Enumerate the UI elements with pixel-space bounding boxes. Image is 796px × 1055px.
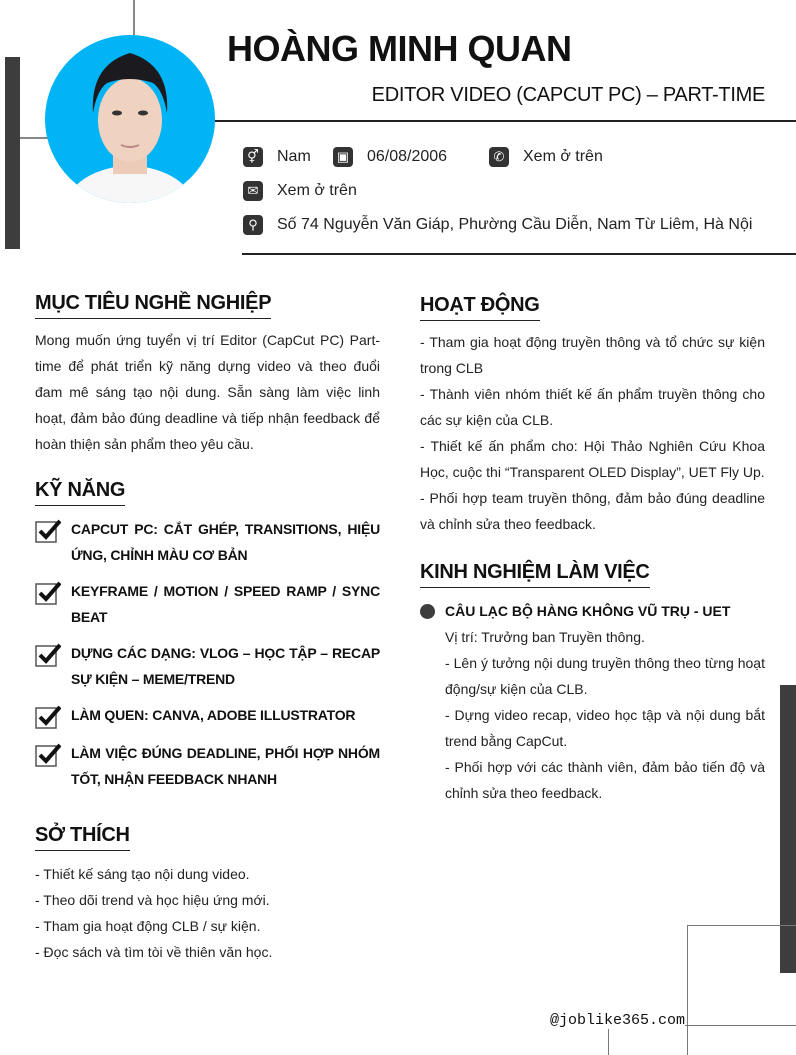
checkbox-icon bbox=[35, 642, 61, 668]
activity-item: - Phối hợp team truyền thông, đảm bảo đúng deadline và chỉnh sửa theo feedback. bbox=[420, 490, 765, 532]
email-value: Xem ở trên bbox=[277, 182, 357, 199]
birthday-value: 06/08/2006 bbox=[367, 148, 448, 165]
gender-value: Nam bbox=[277, 148, 311, 165]
deco-box bbox=[608, 1025, 796, 1055]
gender-icon: ⚥ bbox=[243, 147, 263, 167]
hobbies-heading: SỞ THÍCH bbox=[35, 824, 130, 851]
skill-item: LÀM QUEN: CANVA, ADOBE ILLUSTRATOR bbox=[35, 702, 380, 730]
contact-info bbox=[243, 140, 796, 242]
divider bbox=[242, 253, 796, 255]
watermark: @joblike365.com bbox=[550, 1012, 686, 1029]
checkbox-icon bbox=[35, 580, 61, 606]
experience-org: CÂU LẠC BỘ HÀNG KHÔNG VŨ TRỤ - UET bbox=[445, 603, 731, 619]
activities-heading: HOẠT ĐỘNG bbox=[420, 294, 540, 321]
experience-item: - Phối hợp với các thành viên, đảm bảo tiến độ và chỉnh sửa theo feedback. bbox=[445, 759, 765, 801]
objective-text: Mong muốn ứng tuyển vị trí Editor (CapCut PC) Part-time để phát triển kỹ năng dựng video và theo đuổi đam mê sáng tạo nội dung. Sẵn sàng làm việc linh hoạt, đảm bảo đúng deadline và tiếp nhận feedback để hoàn thiện sản phẩm theo yêu cầu. bbox=[35, 332, 380, 452]
hobby-item: - Tham gia hoạt động CLB / sự kiện. bbox=[35, 918, 261, 934]
left-column bbox=[35, 292, 380, 965]
skills-list bbox=[35, 516, 380, 792]
experience-entry bbox=[420, 598, 765, 806]
hobby-item: - Thiết kế sáng tạo nội dung video. bbox=[35, 866, 250, 882]
activity-item: - Thành viên nhóm thiết kế ấn phẩm truyền thông cho các sự kiện của CLB. bbox=[420, 386, 765, 428]
address-value: Số 74 Nguyễn Văn Giáp, Phường Cầu Diễn, Nam Từ Liêm, Hà Nội bbox=[277, 216, 753, 233]
hobbies-list bbox=[35, 861, 380, 965]
checkbox-icon bbox=[35, 518, 61, 544]
divider bbox=[215, 120, 796, 122]
email-icon: ✉ bbox=[243, 181, 263, 201]
deco-bar-left bbox=[5, 57, 20, 249]
checkbox-icon bbox=[35, 742, 61, 768]
experience-item: - Lên ý tưởng nội dung truyền thông theo từng hoạt động/sự kiện của CLB. bbox=[445, 655, 765, 697]
deco-line bbox=[20, 137, 48, 139]
phone-icon: ✆ bbox=[489, 147, 509, 167]
objective-heading: MỤC TIÊU NGHỀ NGHIỆP bbox=[35, 292, 271, 319]
skill-item: KEYFRAME / MOTION / SPEED RAMP / SYNC BEAT bbox=[35, 578, 380, 630]
experience-position: Vị trí: Trưởng ban Truyền thông. bbox=[445, 629, 645, 645]
checkbox-icon bbox=[35, 704, 61, 730]
experience-heading: KINH NGHIỆM LÀM VIỆC bbox=[420, 561, 650, 588]
skill-item: DỰNG CÁC DẠNG: VLOG – HỌC TẬP – RECAP SỰ KIỆN – MEME/TREND bbox=[35, 640, 380, 692]
activity-item: - Tham gia hoạt động truyền thông và tổ chức sự kiện trong CLB bbox=[420, 334, 765, 376]
bullet-icon bbox=[420, 604, 435, 619]
calendar-icon: ▣ bbox=[333, 147, 353, 167]
location-icon: ⚲ bbox=[243, 215, 263, 235]
deco-line bbox=[133, 0, 135, 36]
skills-heading: KỸ NĂNG bbox=[35, 479, 125, 506]
hobby-item: - Đọc sách và tìm tòi về thiên văn học. bbox=[35, 944, 273, 960]
phone-value: Xem ở trên bbox=[523, 148, 603, 165]
avatar bbox=[45, 35, 215, 203]
experience-item: - Dựng video recap, video học tập và nội dung bắt trend bằng CapCut. bbox=[445, 707, 765, 749]
skill-item: CAPCUT PC: CẮT GHÉP, TRANSITIONS, HIỆU ỨNG, CHỈNH MÀU CƠ BẢN bbox=[35, 516, 380, 568]
right-column bbox=[420, 294, 765, 806]
activity-item: - Thiết kế ấn phẩm cho: Hội Thảo Nghiên Cứu Khoa Học, cuộc thi “Transparent OLED Display”, UET Fly Up. bbox=[420, 438, 765, 480]
activities-list bbox=[420, 329, 765, 537]
skill-item: LÀM VIỆC ĐÚNG DEADLINE, PHỐI HỢP NHÓM TỐT, NHẬN FEEDBACK NHANH bbox=[35, 740, 380, 792]
candidate-name: HOÀNG MINH QUAN bbox=[227, 28, 572, 69]
hobby-item: - Theo dõi trend và học hiệu ứng mới. bbox=[35, 892, 270, 908]
job-title: EDITOR VIDEO (CAPCUT PC) – PART-TIME bbox=[371, 84, 765, 106]
